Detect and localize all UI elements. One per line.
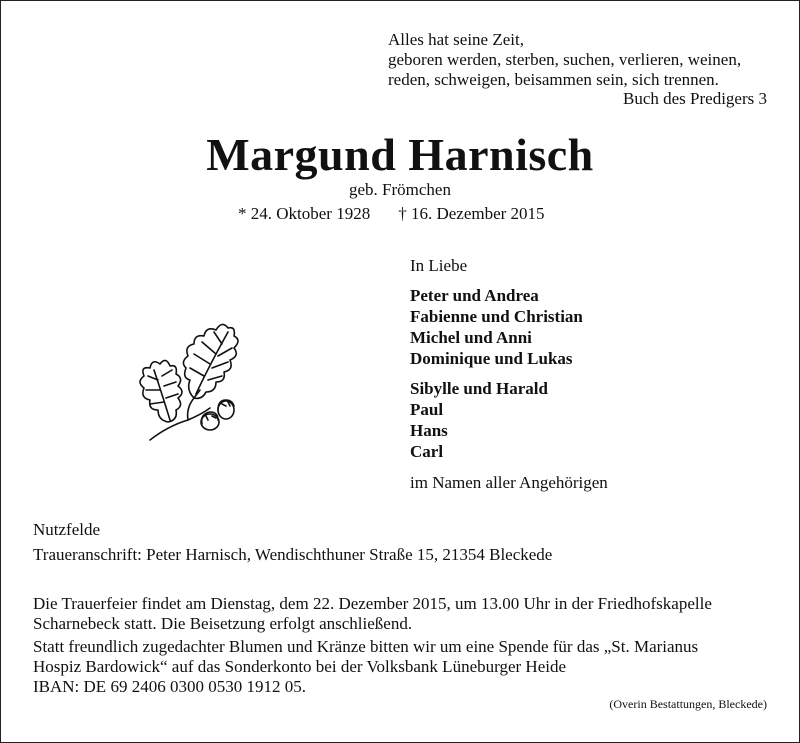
birth-date: * 24. Oktober 1928	[238, 204, 371, 223]
ceremony-line: Die Trauerfeier findet am Dienstag, dem 22. Dezember 2015, um 13.00 Uhr in der Friedhofskapelle	[33, 594, 712, 613]
quote-line: geboren werden, sterben, suchen, verlieren, weinen,	[388, 50, 742, 69]
quote-line: reden, schweigen, beisammen sein, sich trennen.	[388, 70, 719, 89]
deceased-name: Margund Harnisch	[206, 129, 594, 180]
quote-line: Alles hat seine Zeit,	[388, 30, 524, 49]
mourners-closing: im Namen aller Angehörigen	[410, 473, 608, 492]
quote-block	[388, 30, 741, 90]
oak-leaf-icon	[128, 298, 246, 448]
donation-line: Hospiz Bardowick“ auf das Sonderkonto bei der Volksbank Lüneburger Heide	[33, 657, 567, 676]
mourner-name: Fabienne und Christian	[410, 307, 583, 326]
mourner-name: Sibylle und Harald	[410, 379, 548, 398]
death-date: † 16. Dezember 2015	[398, 204, 545, 223]
mourner-name: Paul	[410, 400, 444, 419]
mourner-name: Dominique und Lukas	[410, 349, 573, 368]
funeral-home-credit: (Overin Bestattungen, Bleckede)	[609, 697, 767, 711]
ceremony-text	[33, 594, 712, 634]
mourners-group-1	[410, 285, 583, 369]
funeral-address: Traueranschrift: Peter Harnisch, Wendischthuner Straße 15, 21354 Bleckede	[33, 545, 553, 564]
mourners-intro: In Liebe	[410, 256, 468, 275]
place: Nutzfelde	[33, 520, 101, 539]
ceremony-line: Scharnebeck statt. Die Beisetzung erfolgt anschließend.	[33, 614, 413, 633]
mourner-name: Hans	[410, 421, 448, 440]
donation-line: IBAN: DE 69 2406 0300 0530 1912 05.	[33, 677, 306, 696]
donation-line: Statt freundlich zugedachter Blumen und Kränze bitten wir um eine Spende für das „St. Marianus	[33, 637, 699, 656]
donation-text	[33, 637, 698, 697]
quote-source: Buch des Predigers 3	[622, 89, 767, 108]
mourner-name: Carl	[410, 442, 444, 461]
life-dates	[238, 204, 545, 224]
mourners-group-2	[410, 378, 548, 462]
mourner-name: Peter und Andrea	[410, 286, 539, 305]
maiden-name: geb. Frömchen	[349, 180, 451, 199]
mourner-name: Michel und Anni	[410, 328, 532, 347]
